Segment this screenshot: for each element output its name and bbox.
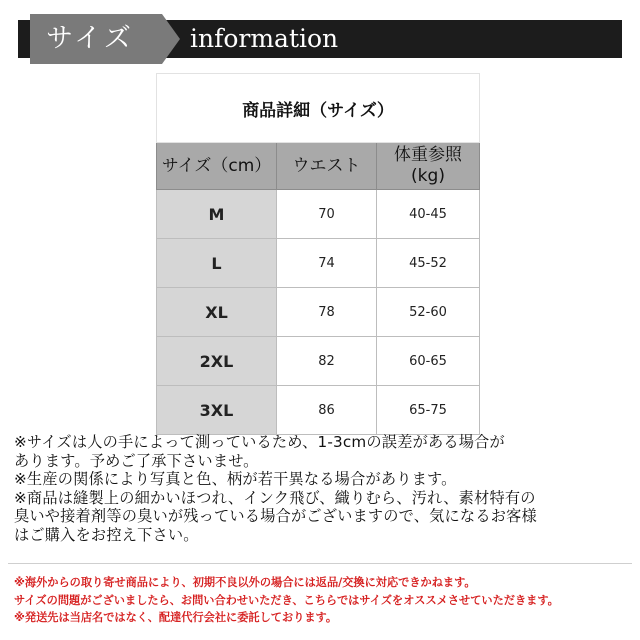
table-caption-row: [157, 74, 480, 143]
table-row: [157, 337, 480, 386]
size-cell: 2XL: [157, 337, 277, 386]
warning-line: サイズの問題がございましたら、お問い合わせいただき、こちらではサイズをオススメさせていただきます。: [14, 593, 559, 607]
weight-cell: 52-60: [377, 288, 480, 337]
waist-cell: 82: [277, 337, 377, 386]
weight-cell: 60-65: [377, 337, 480, 386]
note-line: ※サイズは人の手によって測っているため、1-3cmの誤差がある場合が: [14, 433, 505, 451]
table-caption: 商品詳細（サイズ）: [157, 74, 480, 143]
divider: [8, 563, 632, 564]
information-label: information: [190, 24, 339, 53]
column-header-size: サイズ（cm）: [157, 143, 277, 190]
column-header-weight: [377, 143, 480, 190]
notes-block: [14, 433, 634, 545]
column-header-waist: ウエスト: [277, 143, 377, 190]
weight-header-label: 体重参照: [394, 145, 462, 165]
waist-cell: 78: [277, 288, 377, 337]
table-row: [157, 239, 480, 288]
size-table: [156, 73, 480, 435]
weight-cell: 65-75: [377, 386, 480, 435]
size-tab-label: サイズ: [46, 23, 134, 54]
warning-line: ※発送先は当店名ではなく、配達代行会社に委託しております。: [14, 611, 338, 624]
table-row: [157, 190, 480, 239]
table-row: [157, 288, 480, 337]
size-cell: 3XL: [157, 386, 277, 435]
warning-notes: [14, 574, 634, 627]
table-row: [157, 386, 480, 435]
table-header-row: [157, 143, 480, 190]
size-cell: XL: [157, 288, 277, 337]
note-line: ※商品は縫製上の細かいほつれ、インク飛び、織りむら、汚れ、素材特有の: [14, 488, 536, 507]
weight-cell: 40-45: [377, 190, 480, 239]
note-line: はご購入をお控え下さい。: [14, 525, 199, 544]
waist-cell: 74: [277, 239, 377, 288]
note-line: 臭いや接着剤等の臭いが残っている場合がございますので、気になるお客様: [14, 507, 537, 526]
weight-unit-label: (kg): [411, 166, 445, 186]
warning-line: ※海外からの取り寄せ商品により、初期不良以外の場合には返品/交換に対応できかねます。: [14, 576, 476, 589]
size-cell: L: [157, 239, 277, 288]
waist-cell: 86: [277, 386, 377, 435]
size-cell: M: [157, 190, 277, 239]
note-line: ※生産の関係により写真と色、柄が若干異なる場合があります。: [14, 470, 457, 489]
weight-cell: 45-52: [377, 239, 480, 288]
waist-cell: 70: [277, 190, 377, 239]
note-line: あります。予めご了承下さいませ。: [14, 451, 259, 470]
